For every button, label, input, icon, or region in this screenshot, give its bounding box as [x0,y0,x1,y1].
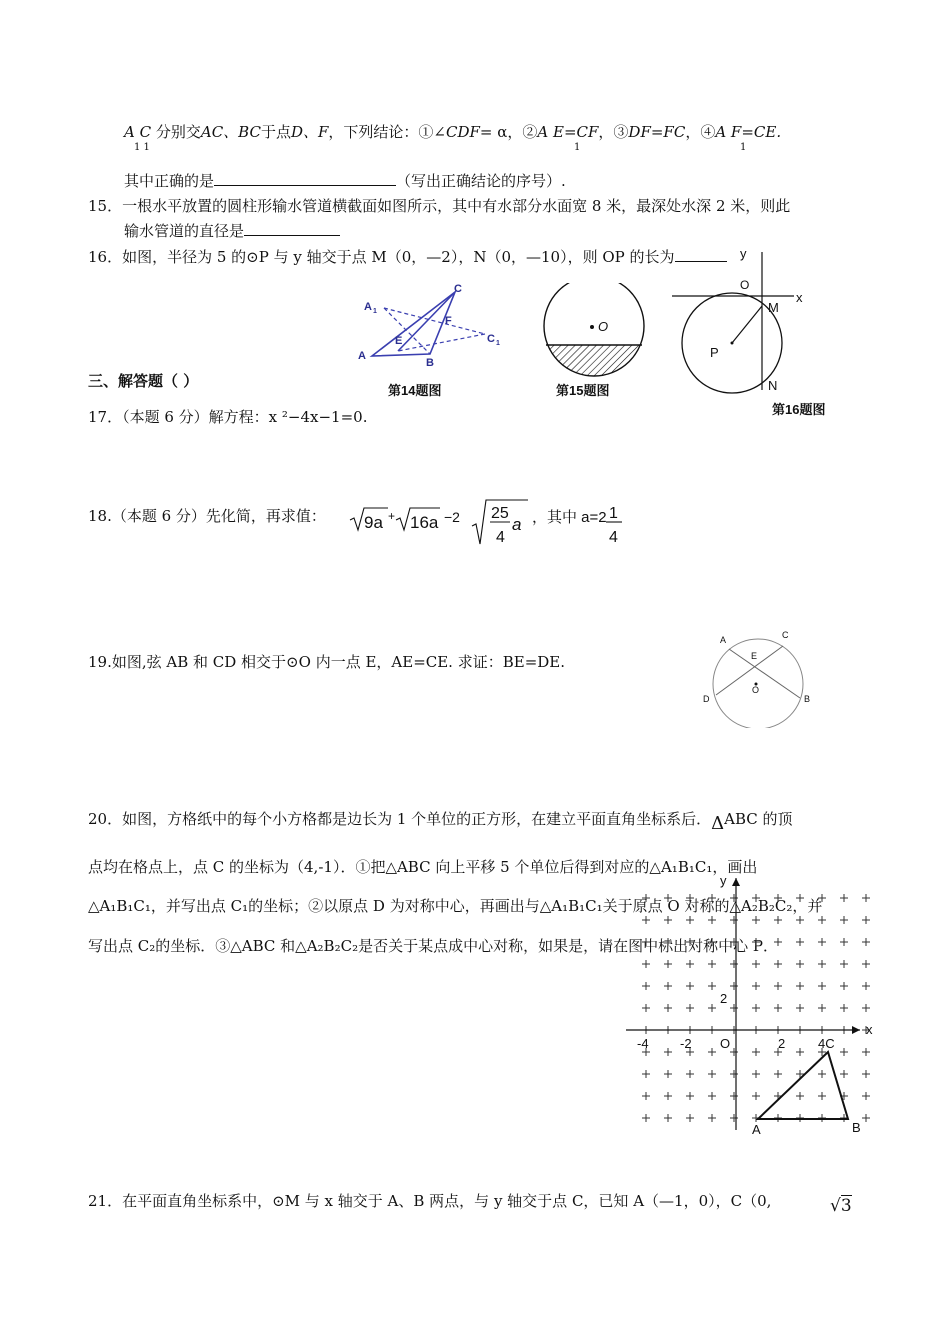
svg-text:1: 1 [609,505,618,522]
q18-expression [348,496,648,552]
svg-text:B: B [804,694,811,704]
q14-subscript-af: 1 [740,142,747,153]
q14-line1: A C 分别交AC、BC于点D、F，下列结论：①∠CDF= α，②A E=CF，③DF=FC，④A F=CE. [124,123,782,141]
label-o: O [740,278,750,292]
figure-16 [672,240,842,420]
label-a: A [358,350,366,362]
figure-15 [538,283,663,403]
svg-text:O: O [752,685,760,695]
grid-marks [642,894,870,1122]
label-p: P [710,345,719,360]
label-c: C [454,283,462,295]
q19: 19.如图,弦 AB 和 CD 相交于⊙O 内一点 E，AE=CE. 求证：BE=DE. [88,653,566,671]
svg-text:A: A [720,635,727,645]
svg-text:-2: -2 [680,1036,692,1051]
figure-20-grid [622,868,884,1140]
svg-text:16a: 16a [410,513,439,532]
label-c1: C [487,333,495,345]
svg-text:2: 2 [720,991,728,1006]
svg-text:−2: −2 [444,509,460,525]
answer-blank[interactable] [214,171,396,186]
q20-line3: △A₁B₁C₁，并写出点 C₁的坐标；②以原点 D 为对称中心，再画出与△A₁B₁C₁关于原点 O 对称的△A₂B₂C₂，并 [88,897,823,915]
caption-14: 第14题图 [388,383,442,398]
label-e: E [395,335,403,347]
q18: 18.（本题 6 分）先化简，再求值： [88,507,326,525]
q21-sqrt: √3 [830,1196,852,1216]
axis-y: y [720,873,727,888]
label-a: A [752,1122,761,1137]
axis-x: x [796,290,803,305]
svg-text:+: + [388,509,396,523]
svg-text:-4: -4 [637,1036,649,1051]
label-b: B [426,357,434,369]
svg-text:4: 4 [496,529,505,546]
svg-text:O: O [720,1036,731,1051]
q14-subscript-ae: 1 [574,142,581,153]
svg-text:1: 1 [496,340,500,347]
q20-line1: 20．如图，方格纸中的每个小方格都是边长为 1 个单位的正方形，在建立平面直角坐标系后．ΔABC 的顶 [88,810,793,834]
q20-line2: 点均在格点上，点 C 的坐标为（4,-1）．①把△ABC 向上平移 5 个单位后得到对应的△A₁B₁C₁，画出 [88,858,758,876]
svg-text:a: a [512,515,522,534]
svg-text:4C: 4C [818,1036,835,1051]
svg-text:，其中 a=2: ，其中 a=2 [532,509,607,526]
figure-14 [350,280,510,405]
svg-text:D: D [703,694,710,704]
svg-text:9a: 9a [364,513,383,532]
svg-text:E: E [751,651,758,661]
svg-text:1: 1 [373,308,377,315]
svg-text:C: C [782,630,789,640]
svg-text:25: 25 [491,505,509,522]
label-f: F [445,315,452,327]
q15-line2: 输水管道的直径是 [124,220,340,241]
section-3-title: 三、解答题（ ） [88,372,199,390]
caption-16: 第16题图 [772,402,826,417]
axis-y: y [740,246,747,261]
svg-text:2: 2 [778,1036,786,1051]
label-m: M [768,300,779,315]
q17: 17．（本题 6 分）解方程：x ²−4x−1=0. [88,408,368,426]
q16-line: 16．如图，半径为 5 的⊙P 与 y 轴交于点 M（0，—2），N（0，—10），则 OP 的长为 [88,246,727,267]
label-b: B [852,1120,861,1135]
answer-blank[interactable] [244,221,340,236]
label-n: N [768,378,778,393]
caption-15: 第15题图 [556,383,610,398]
q15-line1: 15．一根水平放置的圆柱形输水管道横截面如图所示，其中有水部分水面宽 8 米，最深处水深 2 米，则此 [88,197,791,215]
q14-ac: A C [124,123,152,141]
figure-19 [700,628,820,728]
q21: 21．在平面直角坐标系中，⊙M 与 x 轴交于 A、B 两点，与 y 轴交于点 C，已知 A（—1，0），C（0, [88,1192,772,1210]
q14-line2: 其中正确的是 （写出正确结论的序号）. [124,172,566,190]
svg-text:4: 4 [609,529,618,546]
label-a1: A [364,301,372,313]
label-o: O [598,319,609,334]
q14-subscripts-ac: 1 1 [134,142,150,153]
q20-line4: 写出点 C₂的坐标．③△ABC 和△A₂B₂C₂是否关于某点成中心对称，如果是，请在图中标出对称中心 P． [88,937,778,955]
axis-x: x [866,1022,873,1037]
